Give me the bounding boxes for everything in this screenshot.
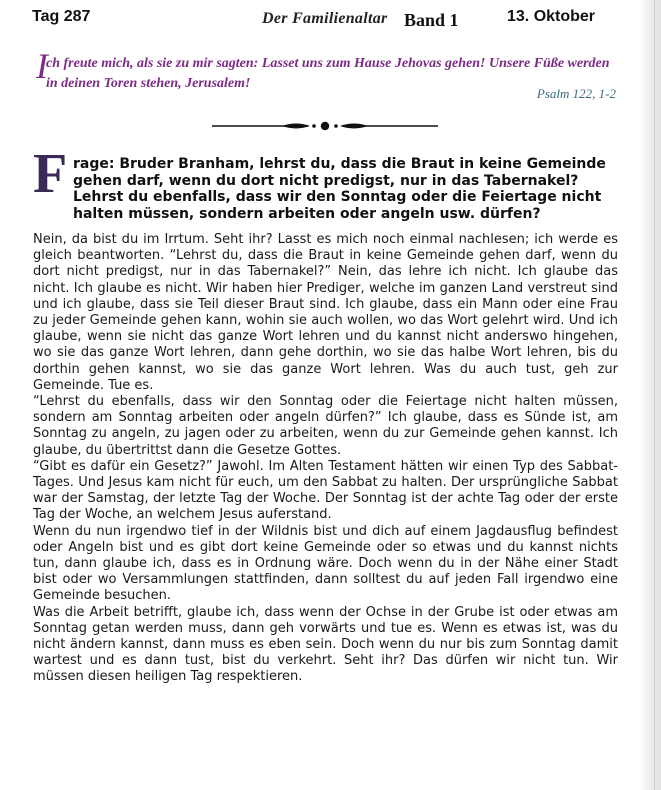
answer-paragraph: “Gibt es dafür ein Gesetz?” Jawohl. Im Alten Testament hätten wir einen Typ des Sabbat-Tages. Und Jesus kam nicht für euch, um den Sabbat zu halten. Der ursprüngliche Sabbat war der Samstag, der letzte Tag der Woche. Der Sonntag ist der achte Tag oder der erste Tag der Woche, an welchem Jesus auferstand. — [33, 458, 618, 523]
day-number: Tag 287 — [32, 8, 91, 25]
scripture-verse — [36, 46, 616, 101]
question-text: rage: Bruder Branham, lehrst du, dass die Braut in keine Gemeinde gehen darf, wenn du dort nicht predigst, nur in das Tabernakel? Lehrst du ebenfalls, dass wir den Sonntag oder die Feiertage nicht halten müssen, sondern arbeiten oder angeln usw. dürfen? — [73, 156, 606, 222]
answer-paragraph: Was die Arbeit betrifft, glaube ich, dass wenn der Ochse in der Grube ist oder etwas am Sonntag getan werden muss, dann geh vorwärts und tue es. Wenn es etwas ist, was du nicht ändern kannst, dann muss es eben sein. Doch wenn du nur bis zum Sonntag damit wartest und es dann tust, bist du verkehrt. Seht ihr? Das dürfen wir nicht tun. Wir müssen diesen heiligen Tag respektieren. — [33, 604, 618, 685]
verse-reference: Psalm 122, 1-2 — [536, 86, 616, 101]
ornament-divider — [212, 120, 438, 132]
date-label: 13. Oktober — [507, 8, 596, 25]
page-header — [0, 4, 661, 32]
question-drop-cap: F — [33, 143, 68, 205]
verse-text: ch freute mich, als sie zu mir sagten: Lasset uns zum Hause Jehovas gehen! Unsere Füße werden in deinen Toren stehen, Jerusalem! — [46, 56, 610, 91]
answer-paragraph: Wenn du nun irgendwo tief in der Wildnis bist und dich auf einem Jagdausflug befindest oder Angeln bist und es gibt dort keine Gemeinde oder so etwas und du kannst nichts tun, dann glaube ich, dass es in Ordnung wäre. Doch wenn du in der Nähe einer Stadt bist oder wo Versammlungen stattfinden, dann solltest du auf jeden Fall irgendwo eine Gemeinde besuchen. — [33, 523, 618, 604]
page-edge-shadow — [639, 0, 661, 790]
answer-paragraph: Nein, da bist du im Irrtum. Seht ihr? Lasst es mich noch einmal nachlesen; ich werde es gleich beantworten. “Lehrst du, dass die Braut in keine Gemeinde gehen darf, wenn du dort nicht predigst, nur in das Tabernakel?” Nein, das lehre ich nicht. Ich glaube das nicht. Ich glaube es nicht. Wir haben hier Prediger, welche im ganzen Land verstreut sind und ich glaube, dass sie Teil dieser Braut sind. Ich glaube, dass ein Mann oder eine Frau zu jeder Gemeinde gehen kann, wohin sie auch wollen, wo das Wort gelehrt wird. Und ich glaube, wenn sie nicht das ganze Wort lehren und du kannst nicht anderswo hingehen, wo sie das ganze Wort lehren, dann gehe dorthin, wo sie das halbe Wort lehren, bis du dorthin gehen kannst, wo sie das ganze Wort lehren. Was du auch tust, geh zur Gemeinde. Tue es. — [33, 232, 618, 393]
page-edge-line — [654, 0, 655, 790]
answer-body — [33, 232, 618, 686]
verse-initial: I — [36, 46, 48, 86]
volume-label: Band 1 — [404, 10, 459, 30]
question-block — [33, 143, 618, 222]
answer-paragraph: “Lehrst du ebenfalls, dass wir den Sonntag oder die Feiertage nicht halten müssen, sondern am Sonntag arbeiten oder angeln dürfen?” Ich glaube, dass es Sünde ist, am Sonntag zu angeln, zu jagen oder zu arbeiten, wenn du zur Gemeinde gehen kannst. Ich glaube, du übertrittst dann die Gesetze Gottes. — [33, 394, 618, 458]
book-title: Der Familienaltar — [262, 10, 388, 27]
